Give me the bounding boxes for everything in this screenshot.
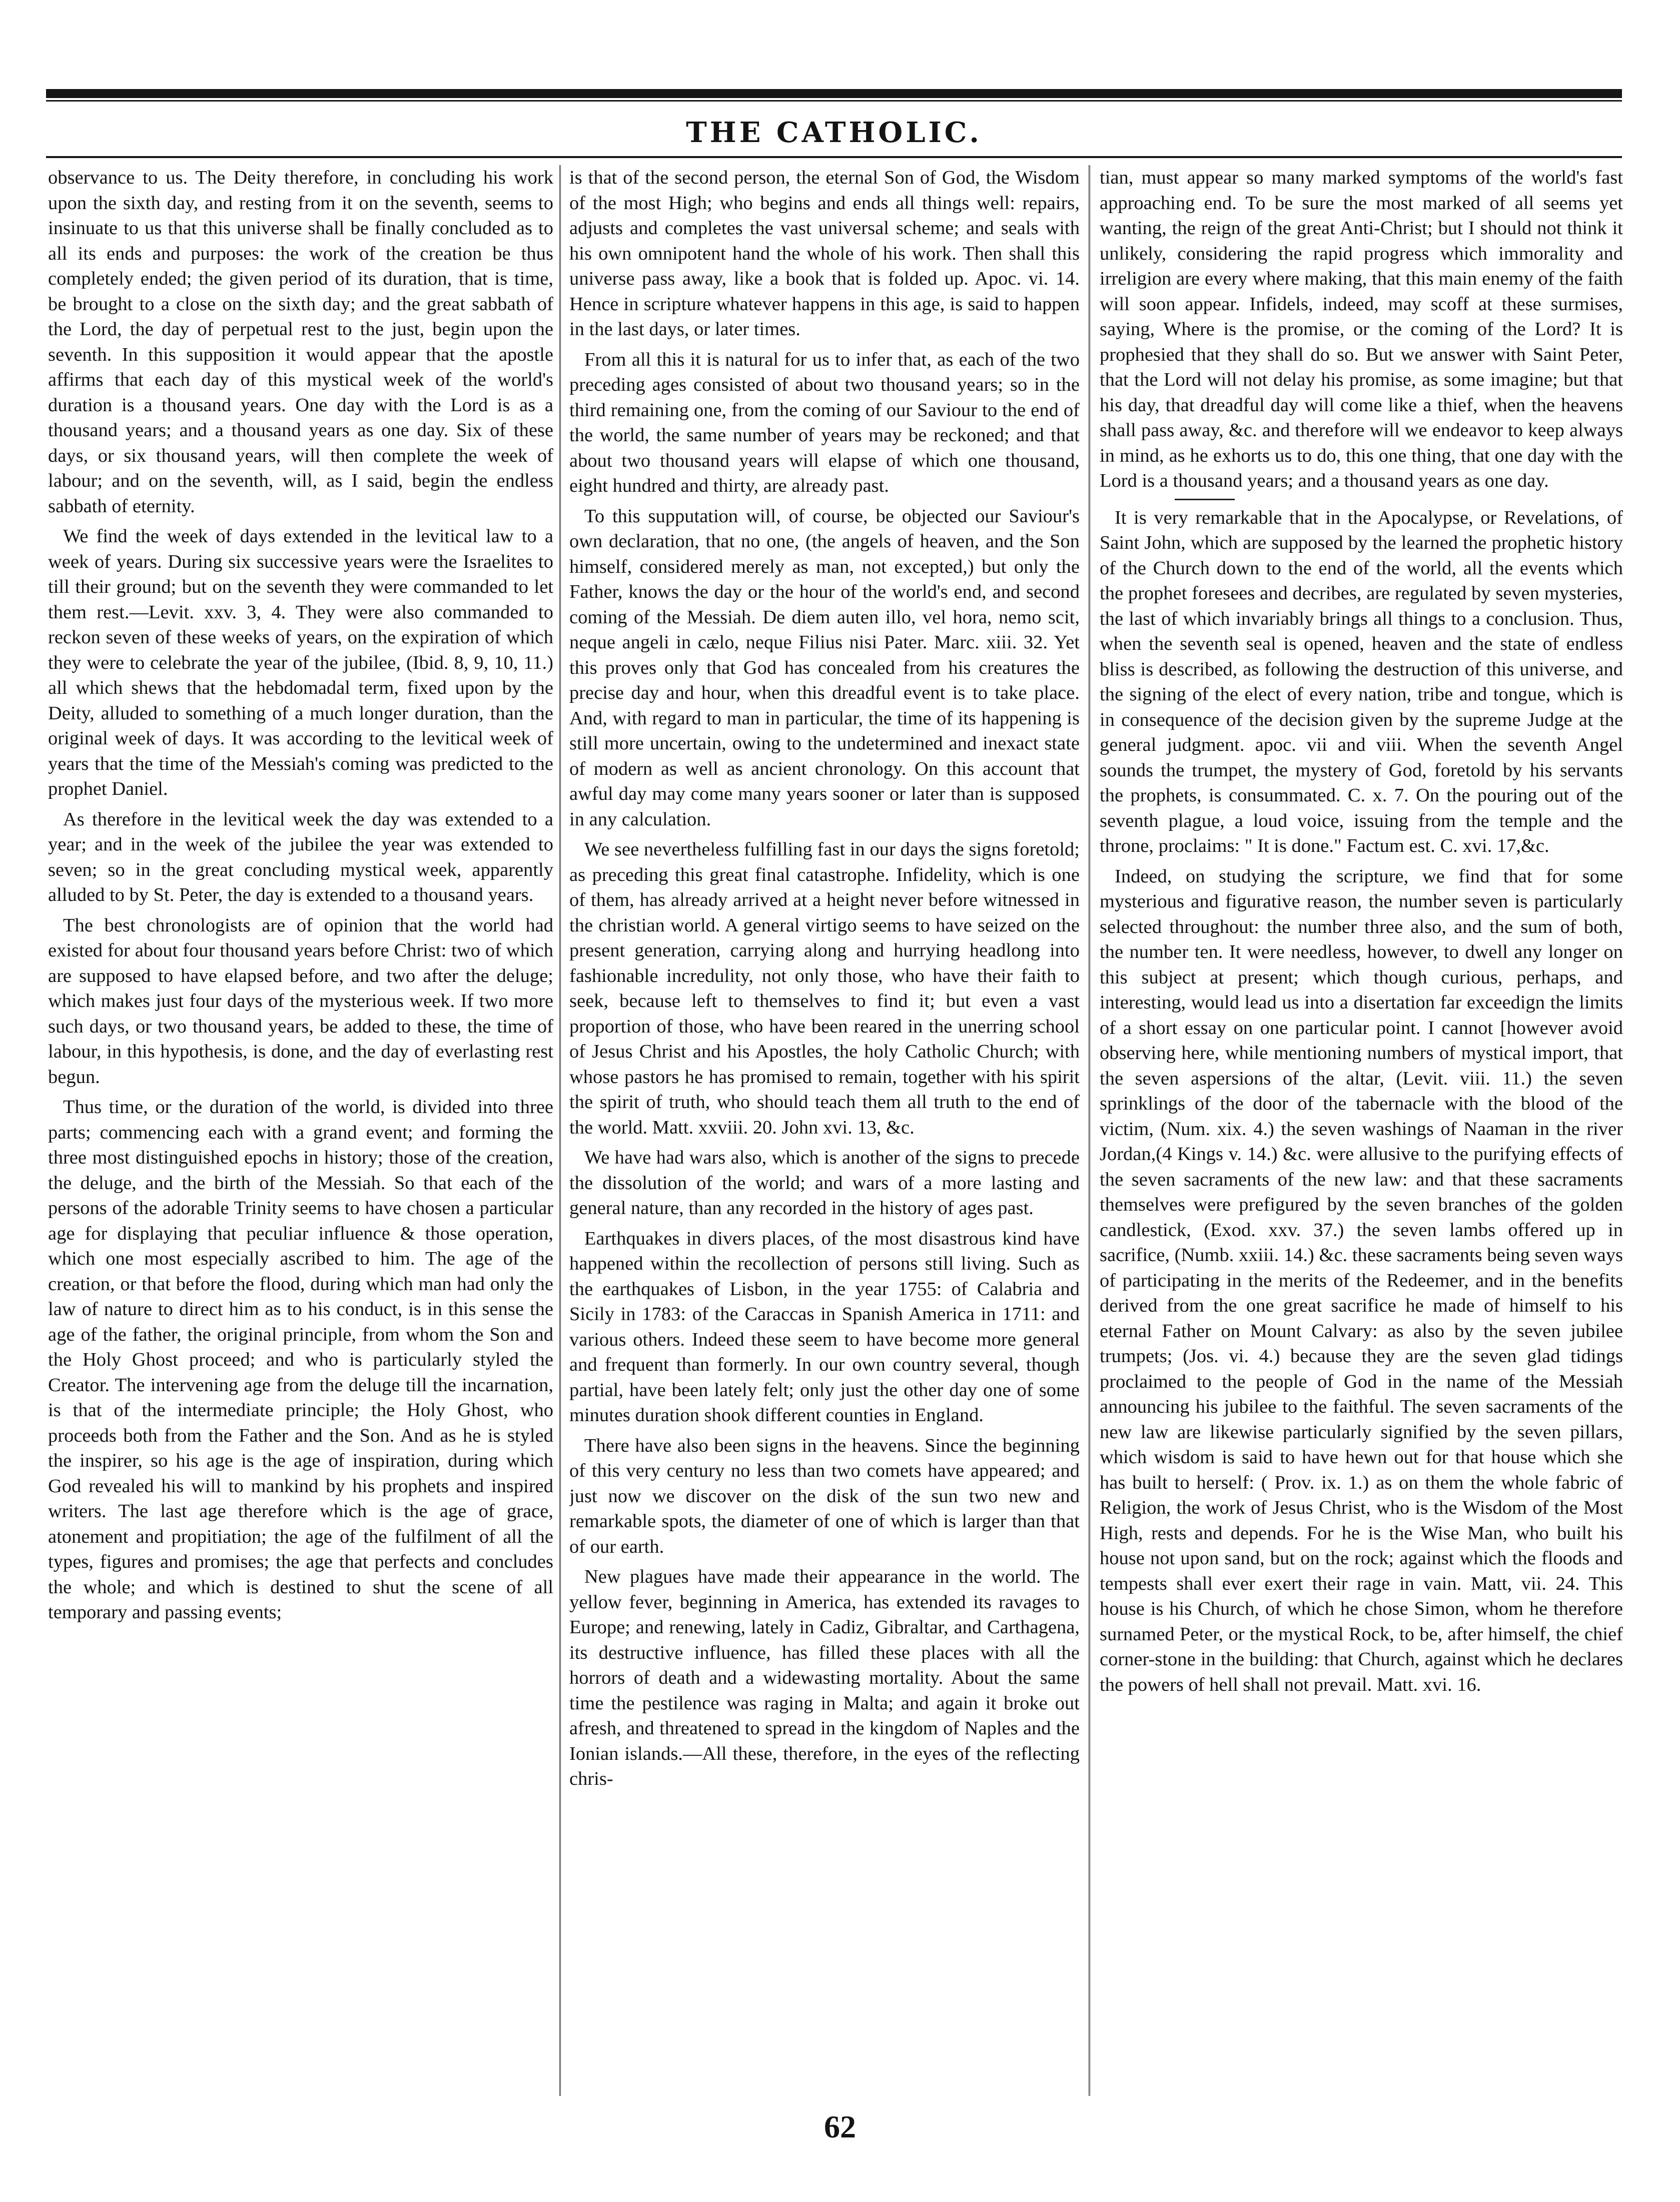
- top-rule-thin: [46, 100, 1622, 102]
- paragraph: tian, must appear so many marked symptoms of the world's fast approaching end. To be sure the most marked of all seems yet wanting, the reign of the great Anti-Christ; but I should not think it unlikely, considering the rapid progress which immorality and irreligion are every where making, that this main enemy of the faith will soon appear. Infidels, indeed, may scoff at these surmises, saying, Where is the promise, or the coming of the Lord? It is prophesied that they shall do so. But we answer with Saint Peter, that the Lord will not delay his promise, as some imagine; but that his day, that dreadful day will come like a thief, when the heavens shall pass away, &c. and therefore will we endeavor to keep always in mind, as he exhorts us to do, this one thing, that one day with the Lord is a thousand years; and a thousand years as one day.: [1100, 167, 1623, 491]
- paragraph: Indeed, on studying the scripture, we find that for some mysterious and figurative reason, the number seven is particularly selected throughout: the number three also, and the sum of both, the number ten. It were needless, however, to dwell any longer on this subject at present; which though curious, perhaps, and interesting, would lead us into a disertation far exceedign the limits of a short essay on one particular point. I cannot [however avoid observing here, while mentioning numbers of mystical import, that the seven aspersions of the altar, (Levit. viii. 11.) the seven sprinklings of the door of the tabernacle with the blood of the victim, (Num. xix. 4.) the seven washings of Naaman in the river Jordan,(4 Kings v. 14.) &c. were allusive to the purifying effects of the seven sacraments of the new law: and that these sacraments themselves were prefigured by the seven branches of the golden candlestick, (Exod. xxv. 37.) the seven lambs offered up in sacrifice, (Numb. xxiii. 14.) &c. these sacraments being seven ways of participating in the merits of the Redeemer, and in the benefits derived from the one great sacrifice he made of himself to his eternal Father on Mount Calvary: as also by the seven jubilee trumpets; (Jos. vi. 4.) because they are the seven glad tidings proclaimed to the people of God in the name of the Messiah announcing his jubilee to the faithful. The seven sacraments of the new law are likewise particularly signified by the seven pillars, which wisdom is said to have hewn out for that house which she has built to herself: ( Prov. ix. 1.) as on them the whole fabric of Religion, the work of Jesus Christ, who is the Wisdom of the Most High, rests and depends. For he is the Wise Man, who built his house not upon sand, but on the rock; against which the floods and tempests shall ever exert their rage in vain. Matt, vii. 24. This house is his Church, of which he chose Simon, whom he therefore surnamed Peter, or the mystical Rock, to be, after himself, the chief corner-stone in the building: that Church, against which he declares the powers of hell shall not prevail. Matt. xvi. 16.: [1100, 865, 1623, 1695]
- page-number: 62: [824, 2109, 856, 2144]
- paragraph: It is very remarkable that in the Apocalypse, or Revelations, of Saint John, which are supposed by the learned the prophetic history of the Church down to the end of the world, all the events which the prophet foresees and decribes, are regulated by seven mysteries, the last of which invariably brings all things to a conclusion. Thus, when the seventh seal is opened, heaven and the state of endless bliss is described, as following the destruction of this universe, and the signing of the elect of every nation, tribe and tongue, which is in consequence of the decision given by the supreme Judge at the general judgment. apoc. vii and viii. When the seventh Angel sounds the trumpet, the mystery of God, foretold by his servants the prophets, is consummated. C. x. 7. On the pouring out of the seventh plague, a loud voice, issuing from the temple and the throne, proclaims: " It is done." Factum est. C. xvi. 17,&c.: [1100, 507, 1623, 856]
- paragraph: We have had wars also, which is another of the signs to precede the dissolution of the world; and wars of a more lasting and general nature, than any recorded in the history of ages past.: [569, 1147, 1080, 1219]
- paragraph: Earthquakes in divers places, of the most disastrous kind have happened within the recollection of persons still living. Such as the earthquakes of Lisbon, in the year 1755: of Calabria and Sicily in 1783: of the Caraccas in Spanish America in 1711: and various others. Indeed these seem to have become more general and frequent than formerly. In our own country several, though partial, have been lately felt; only just the other day one of some minutes duration shook different counties in England.: [569, 1228, 1080, 1426]
- paragraph: As therefore in the levitical week the day was extended to a year; and in the week of the jubilee the year was extended to seven; so in the great concluding mystical week, apparently alluded to by St. Peter, the day is extended to a thousand years.: [48, 808, 553, 905]
- section-separator: [1175, 499, 1235, 500]
- paragraph: We find the week of days extended in the levitical law to a week of years. During six successive years were the Israelites to till their ground; but on the seventh they were commanded to let them rest.—Levit. xxv. 3, 4. They were also commanded to reckon seven of these weeks of years, on the expiration of which they were to celebrate the year of the jubilee, (Ibid. 8, 9, 10, 11.) all which shews that the hebdomadal term, fixed upon by the Deity, alluded to something of a much longer duration, than the original week of days. It was according to the levitical week of years that the time of the Messiah's coming was predicted to the prophet Daniel.: [48, 526, 553, 799]
- text-column-3: [1100, 165, 1623, 2096]
- masthead-title: THE CATHOLIC.: [686, 116, 982, 149]
- column-divider-1: [559, 165, 561, 2096]
- paragraph: From all this it is natural for us to infer that, as each of the two preceding ages consisted of about two thousand years; so in the third remaining one, from the coming of our Saviour to the end of the world, the same number of years may be reckoned; and that about two thousand years will elapse of which one thousand, eight hundred and thirty, are already past.: [569, 349, 1080, 496]
- paragraph: Thus time, or the duration of the world, is divided into three parts; commencing each with a grand event; and forming the three most distinguished epochs in history; those of the creation, the deluge, and the birth of the Messiah. So that each of the persons of the adorable Trinity seems to have chosen a particular age for displaying that peculiar influence & those operation, which one most especially ascribed to him. The age of the creation, or that before the flood, during which man had only the law of nature to direct him as to his conduct, is in this sense the age of the father, the original principle, from whom the Son and the Holy Ghost proceed; and who is particularly styled the Creator. The intervening age from the deluge till the incarnation, is that of the intermediate principle; the Holy Ghost, who proceeds both from the Father and the Son. And as he is styled the inspirer, so his age is the age of inspiration, during which God revealed his will to mankind by his prophets and inspired writers. The last age therefore which is the age of grace, atonement and propitiation; the age of the fulfilment of all the types, figures and promises; the age that perfects and concludes the whole; and which is destined to shut the scene of all temporary and passing events;: [48, 1096, 553, 1623]
- masthead-rule: [46, 156, 1622, 158]
- paragraph: The best chronologists are of opinion that the world had existed for about four thousand years before Christ: two of which are supposed to have elapsed before, and two after the deluge; which makes just four days of the mysterious week. If two more such days, or two thousand years, be added to these, the time of labour, in this hypothesis, is done, and the day of everlasting rest begun.: [48, 914, 553, 1087]
- text-column-2: [569, 165, 1080, 2096]
- paragraph: We see nevertheless fulfilling fast in our days the signs foretold; as preceding this great final catastrophe. Infidelity, which is one of them, has already arrived at a height never before witnessed in the christian world. A general virtigo seems to have seized on the present generation, carrying along and hurrying headlong into fashionable incredulity, not only those, who have their faith to seek, because left to themselves to find it; but even a vast proportion of those, who have been reared in the unerring school of Jesus Christ and his Apostles, the holy Catholic Church; with whose pastors he has promised to remain, together with his spirit the spirit of truth, who should teach them all truth to the end of the world. Matt. xxviii. 20. John xvi. 13, &c.: [569, 839, 1080, 1138]
- paragraph: is that of the second person, the eternal Son of God, the Wisdom of the most High; who begins and ends all things well: repairs, adjusts and completes the vast universal scheme; and seals with his own omnipotent hand the whole of his work. Then shall this universe pass away, like a book that is folded up. Apoc. vi. 14. Hence in scripture whatever happens in this age, is said to happen in the last days, or later times.: [569, 167, 1080, 340]
- paragraph: There have also been signs in the heavens. Since the beginning of this very century no less than two comets have appeared; and just now we discover on the disk of the sun two new and remarkable spots, the diameter of one of which is larger than that of our earth.: [569, 1435, 1080, 1557]
- paragraph: To this supputation will, of course, be objected our Saviour's own declaration, that no one, (the angels of heaven, and the Son himself, considered merely as man, not excepted,) but only the Father, knows the day or the hour of the world's end, and second coming of the Messiah. De diem auten illo, vel hora, nemo scit, neque angeli in cælo, neque Filius nisi Pater. Marc. xiii. 32. Yet this proves only that God has concealed from his creatures the precise day and hour, when this dreadful event is to take place. And, with regard to man in particular, the time of its happening is still more uncertain, owing to the undetermined and inexact state of modern as well as ancient chronology. On this account that awful day may come many years sooner or later than is supposed in any calculation.: [569, 505, 1080, 830]
- column-divider-2: [1089, 165, 1090, 2096]
- top-rule: [46, 89, 1622, 98]
- text-column-1: [48, 165, 553, 2096]
- paragraph: observance to us. The Deity therefore, in concluding his work upon the sixth day, and resting from it on the seventh, seems to insinuate to us that this universe shall be finally concluded as to all its ends and purposes: the work of the creation be thus completely ended; the given period of its duration, that is time, be brought to a close on the sixth day; and the great sabbath of the Lord, the day of perpetual rest to the just, begin upon the seventh. In this supposition it would appear that the apostle affirms that each day of this mystical week of the world's duration is a thousand years. One day with the Lord is as a thousand years; and a thousand years as one day. Six of these days, or six thousand years, will then complete the week of labour; and on the seventh, will, as I said, begin the endless sabbath of eternity.: [48, 167, 553, 517]
- paragraph: New plagues have made their appearance in the world. The yellow fever, beginning in America, has extended its ravages to Europe; and renewing, lately in Cadiz, Gibraltar, and Carthagena, its destructive influence, has filled these places with all the horrors of death and a widewasting mortality. About the same time the pestilence was raging in Malta; and again it broke out afresh, and threatened to spread in the kingdom of Naples and the Ionian islands.—All these, therefore, in the eyes of the reflecting chris-: [569, 1566, 1080, 1789]
